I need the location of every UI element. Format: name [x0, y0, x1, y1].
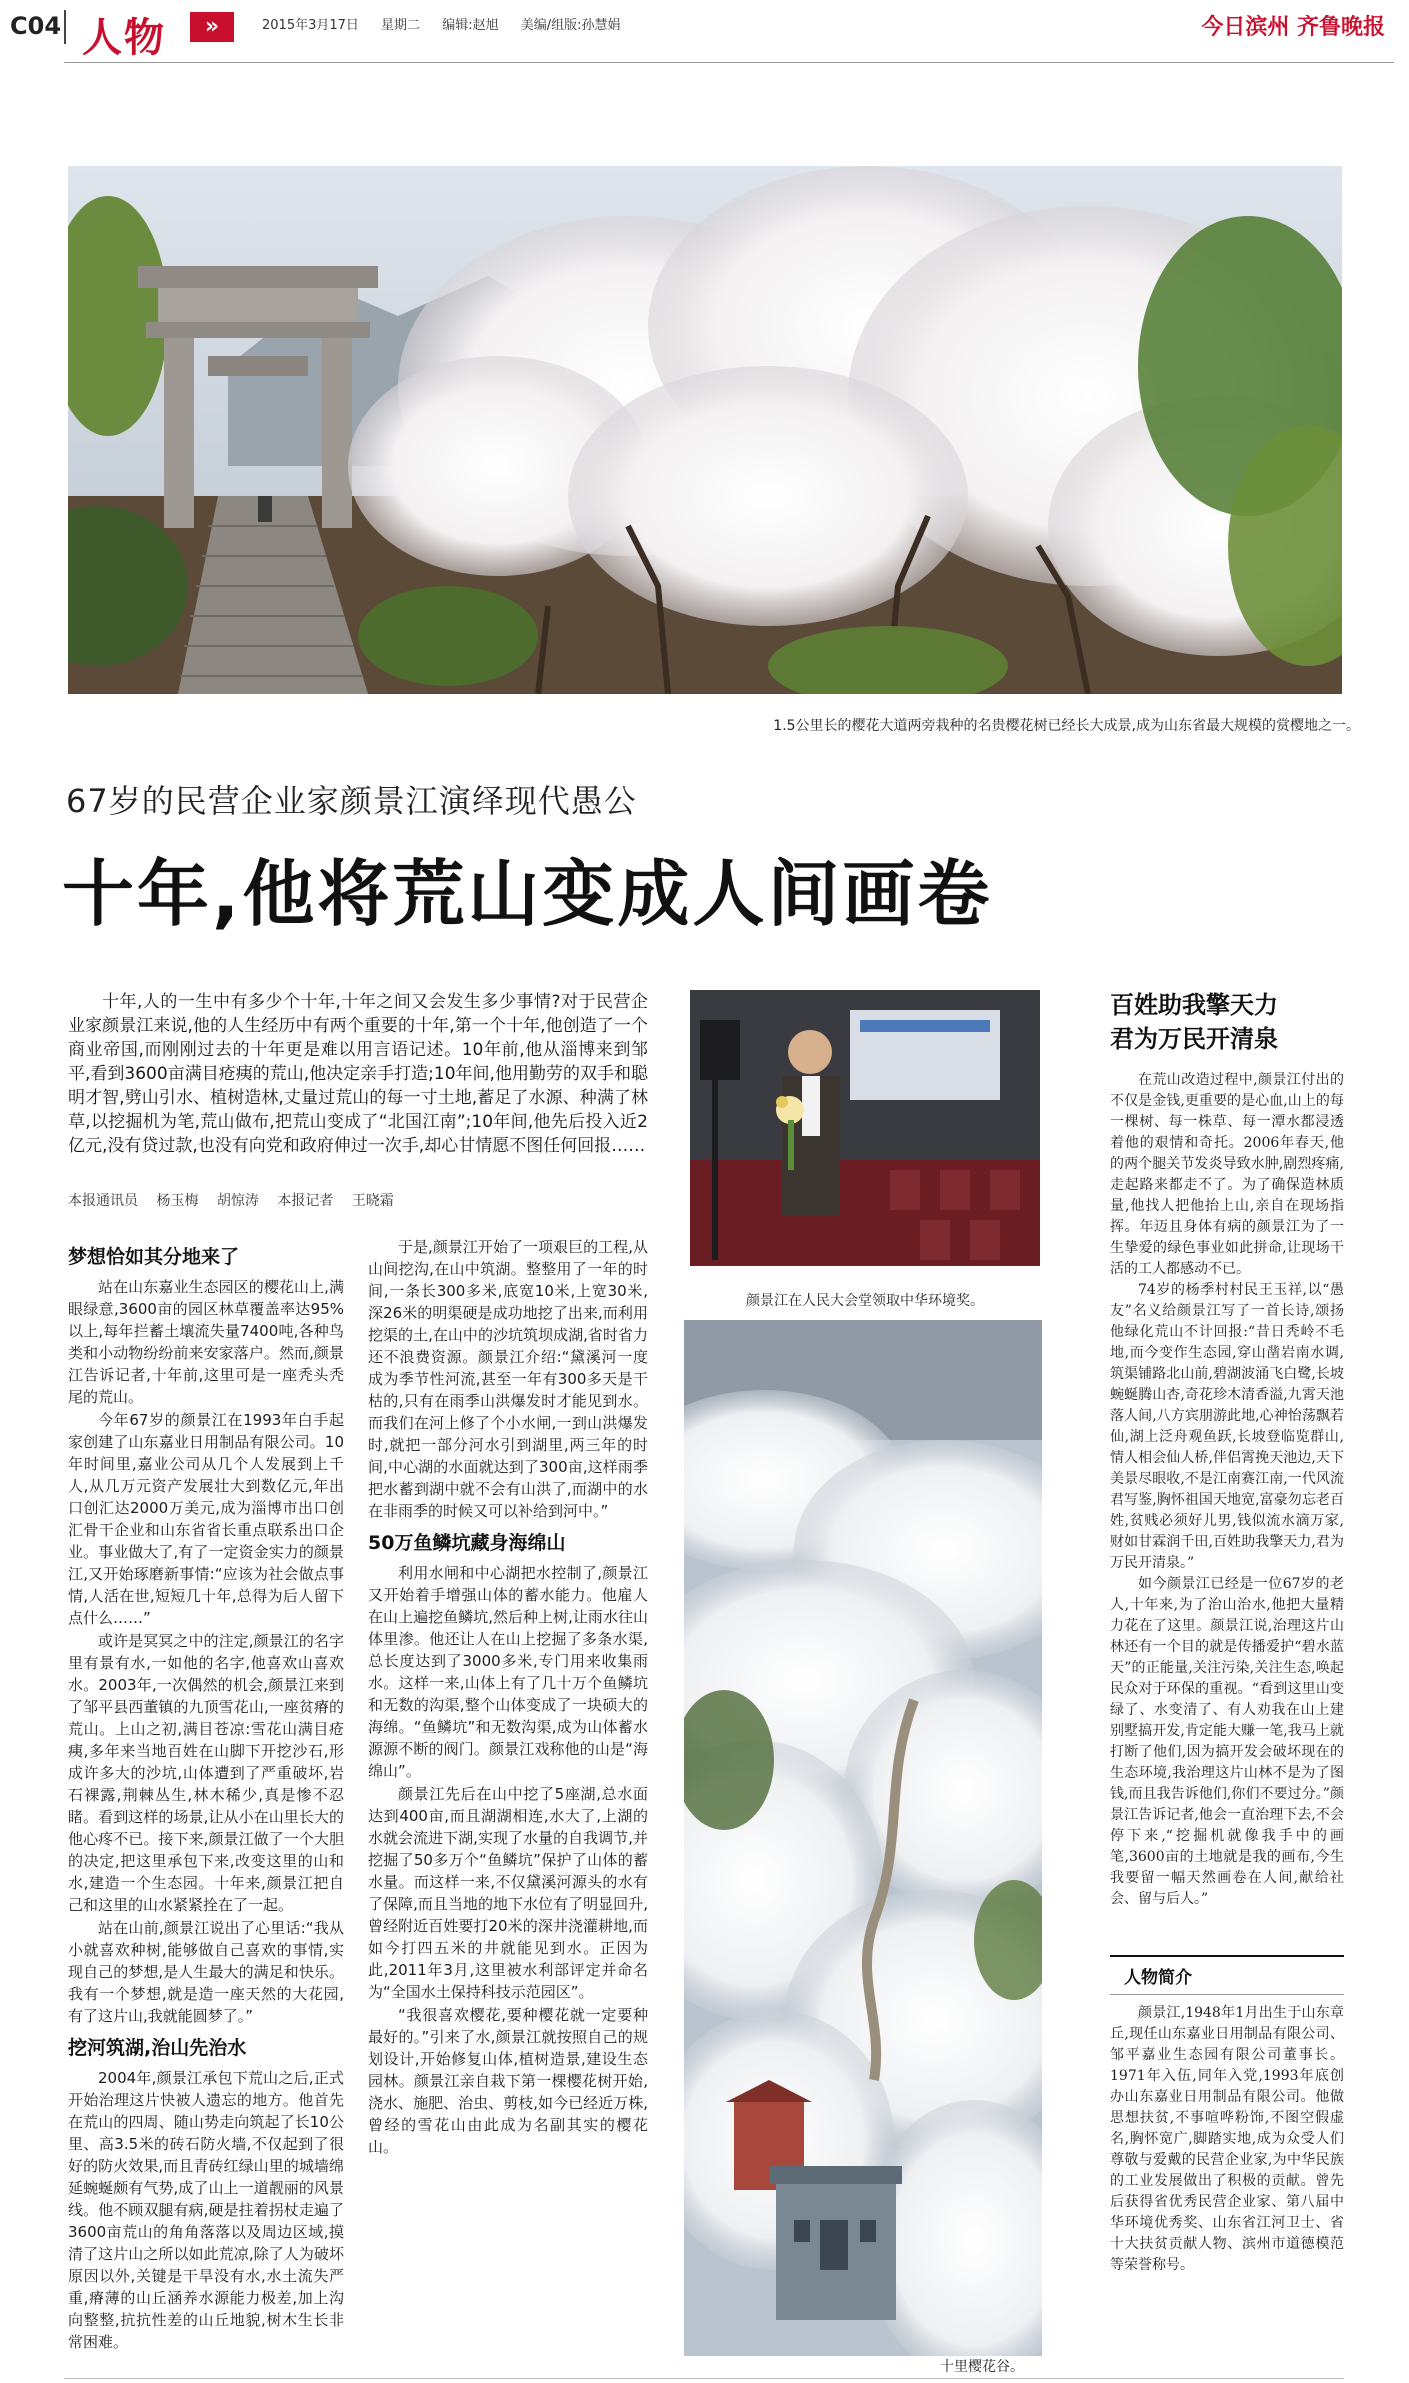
body-paragraph: 颜景江先后在山中挖了5座湖,总水面达到400亩,而且湖湖相连,水大了,上湖的水就会流进下湖,实现了水量的自我调节,并挖掘了50多万个“鱼鳞坑”保护了山体的蓄水量。而这样一来,不仅黛溪河源头的水有了保障,而且当地的地下水位有了明显回升,曾经附近百姓要打20米的深井浇灌耕地,而如今打四五米的井就能见到水。正因为此,2011年3月,这里被水利部评定并命名为“全国水土保持科技示范园区”。 — [368, 1785, 648, 2001]
article-bylines — [68, 1190, 648, 1210]
body-paragraph: 利用水闸和中心湖把水控制了,颜景江又开始着手增强山体的蓄水能力。他雇人在山上遍挖鱼鳞坑,然后种上树,让雨水往山体里渗。他还让人在山上挖掘了多条水渠,总长度达到了3000多米,专门用来收集雨水。这样一来,山体上有了几十万个鱼鳞坑和无数的沟渠,整个山体变成了一块硕大的海绵。“鱼鳞坑”和无数沟渠,成为山体蓄水源源不断的阀门。颜景江戏称他的山是“海绵山”。 — [368, 1564, 648, 1780]
section-heading: 挖河筑湖,治山先治水 — [68, 2037, 247, 2059]
byline-name: 胡惊涛 — [216, 1193, 259, 1209]
body-paragraph: 今年67岁的颜景江在1993年白手起家创建了山东嘉业日用制品有限公司。10年时间里,嘉业公司从几个人发展到上千人,从几万元资产发展壮大到数亿元,年出口创汇达2000万美元,成为淄博市出口创汇骨干企业和山东省省长重点联系出口企业。事业做大了,有了一定资金实力的颜景江,又开始琢磨新事情:“应该为社会做点事情,人活在世,短短几十年,总得为后人留下点什么……” — [68, 1411, 344, 1627]
hero-photo-caption: 1.5公里长的樱花大道两旁栽种的名贵樱花树已经长大成景,成为山东省最大规模的赏樱地之一。 — [773, 718, 1360, 734]
body-paragraph: “我很喜欢樱花,要种樱花就一定要种最好的。”引来了水,颜景江就按照自己的规划设计,开始修复山体,植树造景,建设生态园林。颜景江亲自栽下第一棵樱花树开始,浇水、施肥、治虫、剪枝,如今已经近万株,曾经的雪花山由此成为名副其实的樱花山。 — [368, 2006, 648, 2156]
body-paragraph: 于是,颜景江开始了一项艰巨的工程,从山间挖沟,在山中筑湖。整整用了一年的时间,一条长300多米,底宽10米,上宽30米,深26米的明渠硬是成功地挖了出来,而利用挖渠的土,在山中的沙坑筑坝成湖,省时省力还不浪费资源。颜景江介绍:“黛溪河一度成为季节性河流,甚至一年有300多天是干枯的,只有在雨季山洪爆发时才能见到水。而我们在河上修了个小水闸,一到山洪爆发时,就把一部分河水引到湖里,两三年的时间,中心湖的水面就达到了300亩,这样雨季把水蓄到湖中就不会有山洪了,而湖中的水在非雨季的时候又可以补给到河中。” — [368, 1238, 648, 1520]
section-heading: 梦想恰如其分地来了 — [68, 1246, 240, 1268]
award-photo-illustration — [690, 990, 1040, 1266]
sidebar-paragraph: 在荒山改造过程中,颜景江付出的不仅是金钱,更重要的是心血,山上的每一棵树、每一株草、每一潭水都浸透着他的艰情和奇托。2006年春天,他的两个腿关节发炎导致水肿,剧烈疼痛,走起路来都走不了。为了确保造林质量,他找人把他抬上山,亲自在现场指挥。年迈且身体有病的颜景江为了一生挚爱的绿色事业如此拼命,让现场干活的工人都感动不已。 — [1110, 1072, 1344, 1277]
sidebar-column — [1110, 1070, 1344, 1945]
section-arrow-icon: » — [190, 12, 234, 42]
hero-photo-cherry-blossom-gate — [68, 166, 1342, 694]
issue-date: 2015年3月17日 — [262, 18, 359, 33]
designer-credit: 美编/组版:孙慧娟 — [520, 18, 621, 33]
profile-title: 人物简介 — [1110, 1955, 1344, 1995]
page-bottom-rule — [64, 2378, 1344, 2379]
editor-credit: 编辑:赵旭 — [442, 18, 499, 33]
sidebar-heading — [1110, 988, 1350, 1056]
profile-text: 颜景江,1948年1月出生于山东章丘,现任山东嘉业日用制品有限公司、邹平嘉业生态园有限公司董事长。1971年入伍,同年入党,1993年底创办山东嘉业日用制品有限公司。他做思想扶贫,不事喧哗粉饰,不图空假虚名,胸怀宽广,脚踏实地,成为众受人们尊敬与爱戴的民营企业家,为中华民族的工业发展做出了积极的贡献。曾先后获得省优秀民营企业家、第八届中华环境优秀奖、山东省江河卫士、省十大扶贫贡献人物、滨州市道德模范等荣誉称号。 — [1110, 2005, 1344, 2273]
body-paragraph: 2004年,颜景江承包下荒山之后,正式开始治理这片快被人遗忘的地方。他首先在荒山的四周、随山势走向筑起了长10公里、高3.5米的砖石防火墙,不仅起到了很好的防火效果,而且青砖红绿山里的城墙绵延蜿蜒颇有气势,成了山上一道靓丽的风景线。他不顾双腿有病,硬是拄着拐杖走遍了3600亩荒山的角角落落以及周边区域,摸清了这片山之所以如此荒凉,除了人为破坏原因以外,关键是干旱没有水,水土流失严重,瘠薄的山丘涵养水源能力极差,加上沟向整整,抗抗性差的山丘地貌,树木生长非常困难。 — [68, 2069, 344, 2351]
article-headline: 十年,他将荒山变成人间画卷 — [62, 852, 993, 936]
issue-meta — [262, 14, 639, 33]
masthead — [0, 0, 1409, 60]
sidebar-paragraph: 74岁的杨季村村民王玉祥,以“愚友”名义给颜景江写了一首长诗,颂扬他绿化荒山不计回报:“昔日秃岭不毛地,而今变作生态园,穿山凿岩南水调,筑渠铺路北山前,碧湖波涌飞白鹭,长坡蜿蜒腾山杏,奇花珍木清香溢,九霄天池落人间,八方宾朋游此地,心神怡荡飘若仙,湖上泛舟观鱼跃,长坡登临览群山,情人相会仙人桥,伴侣霄挽天池边,天下美景尽眼收,不是江南赛江南,一代风流君写鉴,胸怀祖国天地宽,富豪勿忘老百姓,贫贱必须好儿男,钱似流水滴万家,财如甘霖润千田,百姓助我擎天力,君为万民开清泉。” — [1110, 1282, 1344, 1571]
cherry-valley-photo — [684, 1320, 1042, 2356]
body-paragraph: 站在山前,颜景江说出了心里话:“我从小就喜欢种树,能够做自己喜欢的事情,实现自己的梦想,是人生最大的满足和快乐。我有一个梦想,就是造一座天然的大花园,有了这片山,我就能圆梦了。” — [68, 1919, 344, 2025]
byline-name: 王晓霜 — [351, 1193, 394, 1209]
valley-photo-illustration — [684, 1320, 1042, 2356]
article-subheadline: 67岁的民营企业家颜景江演绎现代愚公 — [66, 782, 637, 820]
newspaper-logo: 今日滨州 齐鲁晚报 — [1201, 14, 1385, 40]
sidebar-heading-line: 百姓助我擎天力 — [1110, 991, 1278, 1019]
award-ceremony-photo — [690, 990, 1040, 1266]
page-number: C04 — [10, 12, 62, 40]
valley-photo-caption: 十里樱花谷。 — [940, 2359, 1024, 2375]
sidebar-paragraph: 如今颜景江已经是一位67岁的老人,十年来,为了治山治水,他把大量精力花在了这里。颜景江说,治理这片山林还有一个目的就是传播爱护“碧水蓝天”的正能量,关注污染,关注生态,唤起民众对于环保的重视。“看到这里山变绿了、水变清了、有人劝我在山上建别墅搞开发,肯定能大赚一笔,我马上就打断了他们,因为搞开发会破坏现在的生态环境,我治理这片山林不是为了图钱,而且我告诉他们,你们不要过分。”颜景江告诉记者,他会一直治理下去,不会停下来,“挖掘机就像我手中的画笔,3600亩的土地就是我的画布,今生我要留一幅天然画卷在人间,献给社会、留与后人。” — [1110, 1576, 1344, 1907]
award-photo-caption: 颜景江在人民大会堂领取中华环境奖。 — [746, 1293, 984, 1309]
article-column-2 — [368, 1236, 648, 2378]
body-paragraph: 或许是冥冥之中的注定,颜景江的名字里有景有水,一如他的名字,他喜欢山喜欢水。2003年,一次偶然的机会,颜景江来到了邹平县西董镇的九顶雪花山,一座贫瘠的荒山。上山之初,满目苍凉:雪花山满目疮痍,多年来当地百姓在山脚下开挖沙石,形成许多大的沙坑,山体遭到了严重破坏,岩石裸露,荆棘丛生,林木稀少,真是惨不忍睹。看到这样的场景,让从小在山里长大的他心疼不已。接下来,颜景江做了一个大胆的决定,把这里承包下来,改变这里的山和水,建造一个生态园。十年来,颜景江把自己和这里的山水紧紧拴在了一起。 — [68, 1632, 344, 1914]
body-paragraph: 站在山东嘉业生态园区的樱花山上,满眼绿意,3600亩的园区林草覆盖率达95%以上,每年拦蓄土壤流失量7400吨,各种鸟类和小动物纷纷前来安家落户。然而,颜景江告诉记者,十年前,这里可是一座秃头秃尾的荒山。 — [68, 1278, 344, 1406]
byline-role: 本报通讯员 — [68, 1193, 138, 1209]
masthead-rule — [64, 62, 1394, 63]
hero-photo-illustration — [68, 166, 1342, 694]
section-name: 人物 — [82, 14, 166, 61]
byline-role: 本报记者 — [277, 1193, 334, 1209]
sidebar-heading-line: 君为万民开清泉 — [1110, 1025, 1278, 1053]
article-lead: 十年,人的一生中有多少个十年,十年之间又会发生多少事情?对于民营企业家颜景江来说,他的人生经历中有两个重要的十年,第一个十年,他创造了一个商业帝国,而刚刚过去的十年更是难以用言语记述。10年前,他从淄博来到邹平,看到3600亩满目疮痍的荒山,他决定亲手打造;10年间,他用勤劳的双手和聪明才智,劈山引水、植树造林,丈量过荒山的每一寸土地,蓄足了水源、种满了林草,以挖掘机为笔,荒山做布,把荒山变成了“北国江南”;10年间,他先后投入近2亿元,没有贷过款,也没有向党和政府伸过一次手,却心甘情愿不图任何回报…… — [68, 992, 648, 1156]
byline-name: 杨玉梅 — [156, 1193, 199, 1209]
section-heading: 50万鱼鳞坑藏身海绵山 — [368, 1532, 566, 1554]
issue-weekday: 星期二 — [381, 18, 421, 33]
profile-box — [1110, 1955, 1344, 2375]
masthead-divider — [64, 10, 66, 44]
article-column-1 — [68, 1236, 344, 2378]
